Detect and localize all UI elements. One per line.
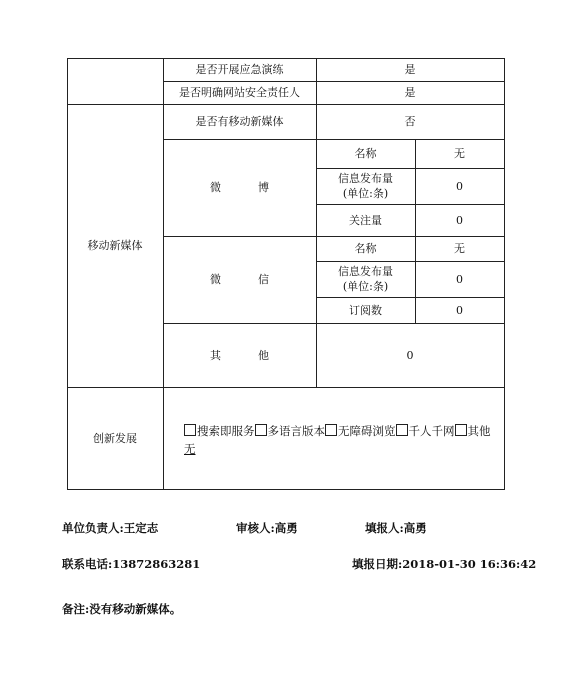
innovation-label: 创新发展: [93, 431, 137, 445]
emergency-drill-label: 是否开展应急演练: [195, 63, 284, 76]
filler: 填报人:高勇: [365, 521, 427, 535]
weibo-posts-label: [316, 168, 415, 204]
emergency-drill-value: 是: [404, 63, 416, 76]
checkbox-icon[interactable]: [325, 424, 337, 436]
weibo-posts-label-line1: 信息发布量: [338, 172, 393, 185]
innovation-option[interactable]: [396, 424, 455, 438]
weibo-posts-value: 0: [456, 179, 463, 193]
unit-head: 单位负责人:王定志: [62, 521, 159, 535]
contact-phone: 联系电话:13872863281: [62, 557, 201, 571]
innovation-options: [184, 422, 504, 458]
innovation-other-value: 无: [184, 442, 196, 456]
remark: 备注:没有移动新媒体。: [62, 602, 182, 616]
responsible-person-value: 是: [404, 86, 416, 99]
has-mobile-media-value: 否: [404, 115, 416, 128]
checkbox-icon[interactable]: [255, 424, 267, 436]
wechat-posts-label-line2: (单位:条): [342, 280, 389, 293]
innovation-option[interactable]: [325, 424, 396, 438]
option-label: 千人千网: [408, 424, 455, 438]
wechat-posts-value: 0: [456, 272, 463, 286]
innovation-option[interactable]: [184, 424, 255, 438]
mobile-media-section-label: 移动新媒体: [87, 239, 143, 252]
grid-line: [504, 58, 505, 490]
checkbox-icon[interactable]: [455, 424, 467, 436]
has-mobile-media-label: 是否有移动新媒体: [195, 115, 284, 128]
grid-line: [67, 489, 505, 490]
weibo-followers-value: 0: [456, 213, 463, 227]
other-media-value: 0: [406, 348, 414, 362]
wechat-posts-label-line1: 信息发布量: [338, 265, 393, 278]
option-label: 多语言版本: [267, 424, 325, 438]
weibo-name-label: 名称: [354, 147, 377, 160]
other-media-label: 其 他: [210, 348, 279, 362]
option-label: 无障碍浏览: [338, 424, 396, 438]
weibo-label: 微 博: [210, 181, 279, 194]
weibo-posts-label-line2: (单位:条): [342, 187, 389, 200]
weibo-followers-label: 关注量: [349, 213, 382, 227]
innovation-option[interactable]: [255, 424, 326, 438]
weibo-name-value: 无: [454, 147, 465, 160]
wechat-name-value: 无: [454, 242, 465, 255]
responsible-person-label: 是否明确网站安全责任人: [179, 86, 300, 99]
wechat-subscribers-label: 订阅数: [349, 303, 382, 317]
reviewer: 审核人:高勇: [236, 521, 298, 535]
innovation-option[interactable]: [455, 424, 491, 438]
checkbox-icon[interactable]: [184, 424, 196, 436]
option-label: 搜索即服务: [197, 424, 255, 438]
wechat-subscribers-value: 0: [456, 303, 463, 317]
wechat-posts-label: [316, 261, 415, 297]
wechat-name-label: 名称: [354, 242, 377, 255]
option-label: 其他: [467, 424, 491, 438]
wechat-label: 微 信: [210, 273, 279, 286]
checkbox-icon[interactable]: [396, 424, 408, 436]
fill-date: 填报日期:2018-01-30 16:36:42: [352, 557, 537, 571]
